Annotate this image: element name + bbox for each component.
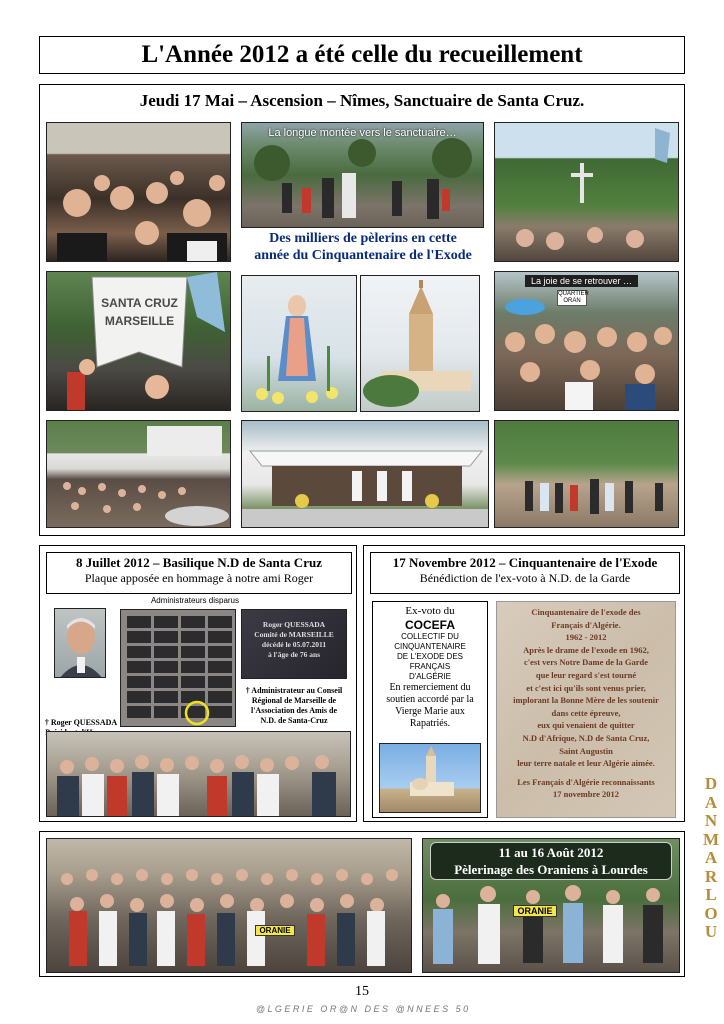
- memorial-plaque: [241, 609, 347, 679]
- stone-line12: Saint Augustin: [559, 745, 613, 756]
- ascension-heading: Jeudi 17 Mai – Ascension – Nîmes, Sanctuaire de Santa Cruz.: [139, 91, 585, 110]
- plaque-line2: Comité de MARSEILLE: [254, 630, 334, 639]
- stone-text: [497, 606, 675, 801]
- assembly-photo: [46, 420, 231, 528]
- admin-caption-line4: N.D. de Santa-Cruz: [260, 716, 328, 725]
- lourdes-group-photo-left: [46, 838, 412, 973]
- ascension-section: [39, 84, 685, 536]
- exvoto-subheading: Bénédiction de l'ex-voto à N.D. de la Garde: [419, 571, 631, 585]
- exvoto-card: [372, 601, 488, 818]
- exvoto-text: [373, 605, 487, 730]
- sanctuary-path-photo: [494, 122, 679, 262]
- crowd-avenue-photo: [494, 420, 679, 528]
- basilica-group-photo: [46, 731, 351, 817]
- admin-caption-line3: l'Association des Amis de: [250, 706, 337, 715]
- exvoto-line7: D'ALGÉRIE: [409, 672, 451, 681]
- footer-text: @ L G E R I E O R @ N D E S @ N N E E S 5 0: [255, 1004, 469, 1014]
- exvoto-heading: 17 Novembre 2012 – Cinquantenaire de l'Exode: [392, 555, 658, 570]
- basilica-subheading: Plaque apposée en hommage à notre ami Roger: [84, 571, 314, 585]
- basilica-heading-box: [46, 552, 352, 594]
- admin-caption-line2: Régional de Marseille de: [251, 696, 337, 705]
- roger-caption-line1: † Roger QUESSADA: [44, 718, 118, 727]
- pilgrims-caption-line1: Des milliers de pèlerins en cette: [269, 231, 457, 246]
- basilica-heading: 8 Juillet 2012 – Basilique N.D de Santa Cruz: [76, 555, 322, 570]
- stone-line11: N.D d'Afrique, N.D de Santa Cruz,: [522, 732, 650, 743]
- crowd-photo: [46, 122, 231, 262]
- lourdes-caption-line2: Pèlerinage des Oraniens à Lourdes: [454, 862, 648, 877]
- exvoto-line11: Rapatriés.: [409, 718, 451, 729]
- joy-caption: La joie de se retrouver …: [525, 275, 638, 287]
- stone-line13: leur terre natale et leur Algérie aimée.: [517, 758, 655, 769]
- stone-line15: 17 novembre 2012: [553, 789, 619, 800]
- page-title: L'Année 2012 a été celle du recueillement: [39, 36, 685, 74]
- banner-line1: SANTA CRUZ: [101, 296, 178, 310]
- plaque-line1: Roger QUESSADA: [262, 620, 326, 629]
- lourdes-section: [39, 831, 685, 977]
- plaque-line4: à l'âge de 76 ans: [267, 650, 321, 659]
- exvoto-line6: FRANÇAIS: [409, 662, 451, 671]
- banner-text: [97, 294, 182, 330]
- procession-caption: La longue montée vers le sanctuaire…: [268, 127, 457, 139]
- stone-line3: 1962 - 2012: [565, 632, 607, 643]
- admin-caption: [239, 686, 349, 726]
- stone-line5: c'est vers Notre Dame de la Garde: [524, 657, 648, 668]
- notre-dame-garde-photo: [379, 743, 481, 813]
- page-number: 15: [355, 984, 369, 999]
- basilica-plaque-section: [39, 545, 357, 822]
- stone-plaque: [496, 601, 676, 818]
- administrators-memorial-photo: [120, 609, 236, 727]
- admin-caption-line1: † Administrateur au Conseil: [245, 686, 343, 695]
- lourdes-caption-line1: 11 au 16 Août 2012: [498, 845, 604, 860]
- quartier-oran-sign: QUARTIER ORAN: [558, 291, 589, 304]
- side-watermark: [700, 775, 722, 942]
- exvoto-line3: COLLECTIF DU: [401, 632, 459, 641]
- exvoto-line4: CINQUANTENAIRE: [394, 642, 466, 651]
- exvoto-heading-box: [370, 552, 680, 594]
- exvoto-line8: En remerciement du: [389, 682, 471, 693]
- stone-line7: et c'est ici qu'ils sont venus prier,: [526, 682, 646, 693]
- stone-line6: que leur regard s'est tourné: [535, 669, 637, 680]
- virgin-statue-photo: [241, 275, 357, 412]
- stone-line9: dans cette épreuve,: [551, 707, 621, 718]
- roger-portrait: [54, 608, 106, 678]
- banner-line2: MARSEILLE: [104, 314, 175, 328]
- oranie-sign-left: ORANIE: [255, 925, 295, 936]
- pilgrims-caption: [236, 230, 490, 264]
- stone-line1: Cinquantenaire de l'exode des: [531, 607, 641, 617]
- admin-label: Administrateurs disparus: [150, 596, 240, 605]
- exvoto-line9: soutien accordé par la: [386, 694, 474, 705]
- pilgrims-caption-line2: année du Cinquantenaire de l'Exode: [254, 248, 472, 263]
- procession-photo: [241, 122, 484, 228]
- stone-line2: Français d'Algérie.: [551, 619, 621, 630]
- basilica-tower-photo: [360, 275, 480, 412]
- exvoto-line2: COCEFA: [404, 618, 455, 632]
- plaque-text: [242, 620, 346, 660]
- exvoto-line10: Vierge Marie aux: [395, 706, 465, 717]
- exvoto-line1: Ex-voto du: [405, 605, 455, 617]
- stone-line8: implorant la Bonne Mère de les soutenir: [513, 695, 659, 706]
- reunion-group-photo: [494, 271, 679, 411]
- stone-line4: Après le drame de l'exode en 1962,: [523, 644, 649, 655]
- exvoto-section: [363, 545, 685, 822]
- plaque-line3: décédé le 05.07.2011: [261, 640, 327, 649]
- oranie-sign-right: ORANIE: [513, 905, 557, 917]
- stone-line14: Les Français d'Algérie reconnaissants: [517, 776, 655, 787]
- santa-cruz-banner-photo: [46, 271, 231, 411]
- exvoto-line5: DE L'EXODE DES: [397, 652, 463, 661]
- side-letters: DANMARLOU: [702, 774, 720, 941]
- stone-line10: eux qui venaient de quitter: [537, 720, 635, 731]
- lourdes-caption: [430, 842, 672, 880]
- mass-tent-photo: [241, 420, 489, 528]
